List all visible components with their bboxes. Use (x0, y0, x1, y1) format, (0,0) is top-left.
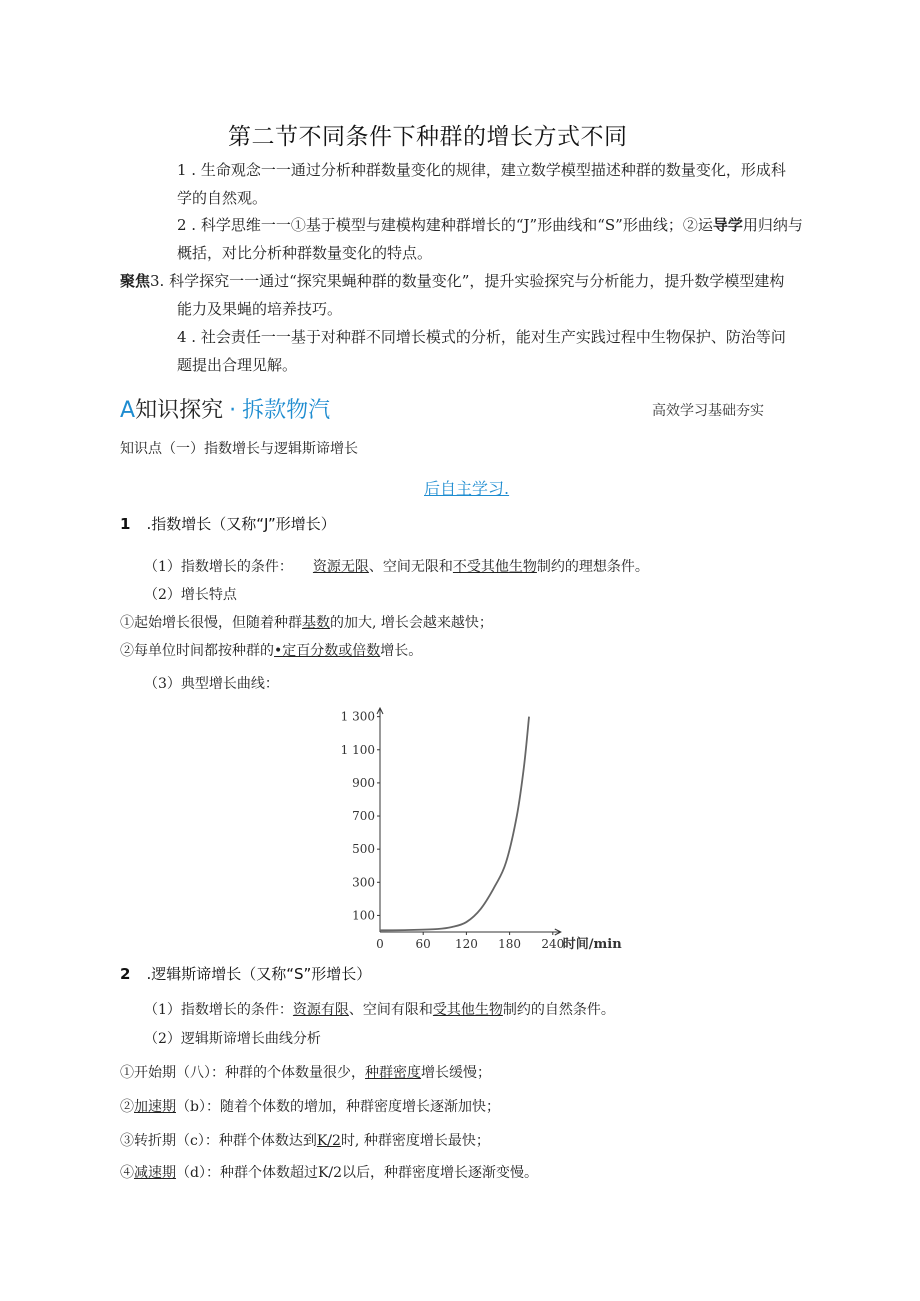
log-phase-1 (120, 1062, 491, 1082)
x-tick-label: 0 (376, 937, 384, 951)
log-heading (120, 963, 371, 984)
x-tick-label: 120 (454, 937, 478, 951)
log-phase-3 (120, 1130, 490, 1150)
exp-cond-mid: 、空间无限和 (368, 559, 453, 575)
y-tick-label: 1 300 (340, 709, 375, 724)
x-tick-label: 60 (415, 937, 431, 951)
log-cond-blank-1: 资源有限 (292, 1002, 349, 1018)
exp-feature-1 (120, 612, 493, 632)
knowledge-point-title: 知识点（一）指数增长与逻辑斯谛增长 (120, 441, 358, 457)
exp-features-title: （2）增长特点 (144, 587, 237, 603)
objective-2-text: 2 . 科学思维一一①基于模型与建模构建种群增长的“J”形曲线和“S”形曲线；②运 (177, 216, 713, 234)
objective-4-line1: 4 . 社会责任一一基于对种群不同增长模式的分析，能对生产实践过程中生物保护、防治等问 (177, 328, 786, 346)
exp-f1-blank: 基数 (302, 615, 330, 631)
exp-heading (120, 513, 336, 534)
log-p2-a: ② (120, 1099, 134, 1115)
y-tick-label: 500 (352, 842, 375, 857)
objective-3-line1 (120, 267, 784, 295)
exp-heading-text: .指数增长（又称“J”形增长） (146, 515, 336, 533)
log-heading-num: 2 (120, 965, 131, 983)
self-study-link[interactable]: 后自主学习. (424, 479, 510, 498)
objective-2-line1 (177, 211, 803, 239)
objective-3-text: 3. 科学探究一一通过“探究果蝇种群的数量变化”，提升实验探究与分析能力，提升数学模型建构 (150, 272, 785, 290)
exp-heading-num: 1 (120, 515, 131, 533)
x-tick-label: 240 (541, 937, 565, 951)
exp-f1-a: ①起始增长很慢，但随着种群 (120, 615, 302, 631)
log-p4-a: ④ (120, 1165, 134, 1181)
exp-cond-blank-2: 不受其他生物 (452, 559, 537, 575)
section-a-header (120, 393, 330, 424)
exp-cond-blank-1: 资源无限 (312, 559, 369, 575)
objective-4-line2: 题提出合理见解。 (177, 356, 298, 374)
section-title: 知识探究 (135, 398, 224, 423)
objective-3-line2: 能力及果蝇的培养技巧。 (177, 300, 343, 318)
page-title: 第二节不同条件下种群的增长方式不同 (228, 124, 628, 150)
log-p3-b: 时, 种群密度增长最快； (340, 1133, 490, 1149)
y-tick-label: 900 (352, 775, 375, 790)
objective-2-line2: 概括，对比分析种群数量变化的特点。 (177, 244, 433, 262)
log-cond-mid: 、空间有限和 (348, 1002, 433, 1018)
log-cond-prefix: （1）指数增长的条件： (144, 1002, 293, 1018)
log-p3-a: ③转折期（c）：种群个体数达到 (120, 1133, 317, 1149)
j-curve-chart (330, 700, 630, 955)
exp-curve-title: （3）典型增长曲线： (144, 676, 279, 692)
log-p4-blank: 减速期 (134, 1165, 176, 1181)
log-p1-blank: 种群密度 (365, 1065, 421, 1081)
log-cond-end: 制约的自然条件。 (502, 1002, 615, 1018)
log-p2-b: （b）：随着个体数的增加，种群密度增长逐渐加快； (176, 1099, 500, 1115)
series-line-j-curve (380, 717, 529, 931)
y-tick-label: 1 100 (340, 742, 375, 757)
objective-2-bold: 导学 (712, 216, 743, 234)
log-heading-text: .逻辑斯谛增长（又称“S”形增长） (146, 965, 372, 983)
objective-1-line1: 1 . 生命观念一一通过分析种群数量变化的规律，建立数学模型描述种群的数量变化，形成科 (177, 161, 786, 179)
section-dot: · (229, 398, 237, 423)
log-p4-b: （d）：种群个体数超过K/2以后，种群密度增长逐渐变慢。 (176, 1165, 539, 1181)
exp-f2-blank: •定百分数或倍数 (274, 643, 381, 659)
log-phase-4 (120, 1162, 538, 1182)
exp-cond-end: 制约的理想条件。 (536, 559, 649, 575)
log-phase-2 (120, 1096, 500, 1116)
focus-label: 聚焦 (120, 272, 151, 290)
exp-condition (144, 556, 649, 576)
log-condition (144, 999, 615, 1019)
objective-2-text-end: 用归纳与 (742, 216, 803, 234)
x-axis-label: 时间/min (562, 937, 622, 952)
exp-cond-prefix: （1）指数增长的条件： (144, 559, 293, 575)
log-p2-blank: 加速期 (134, 1099, 176, 1115)
log-p1-b: 增长缓慢； (421, 1065, 491, 1081)
exp-f1-b: 的加大, 增长会越来越快； (330, 615, 493, 631)
log-analysis-title: （2）逻辑斯谛增长曲线分析 (144, 1031, 321, 1047)
exp-f2-a: ②每单位时间都按种群的 (120, 643, 274, 659)
objective-1-line2: 学的自然观。 (177, 189, 268, 207)
y-tick-label: 300 (352, 875, 375, 890)
section-tag: 高效学习基础夯实 (652, 403, 764, 419)
y-tick-label: 100 (352, 908, 375, 923)
section-letter: A (120, 398, 136, 423)
x-tick-label: 180 (498, 937, 522, 951)
log-p1-a: ①开始期（八）：种群的个体数量很少， (120, 1065, 365, 1081)
y-tick-label: 700 (352, 809, 375, 824)
exp-feature-2 (120, 640, 422, 660)
log-p3-blank: K/2 (316, 1133, 341, 1149)
log-cond-blank-2: 受其他生物 (432, 1002, 503, 1018)
exp-f2-b: 增长。 (380, 643, 423, 659)
section-subtitle: 拆款物汽 (242, 398, 331, 423)
